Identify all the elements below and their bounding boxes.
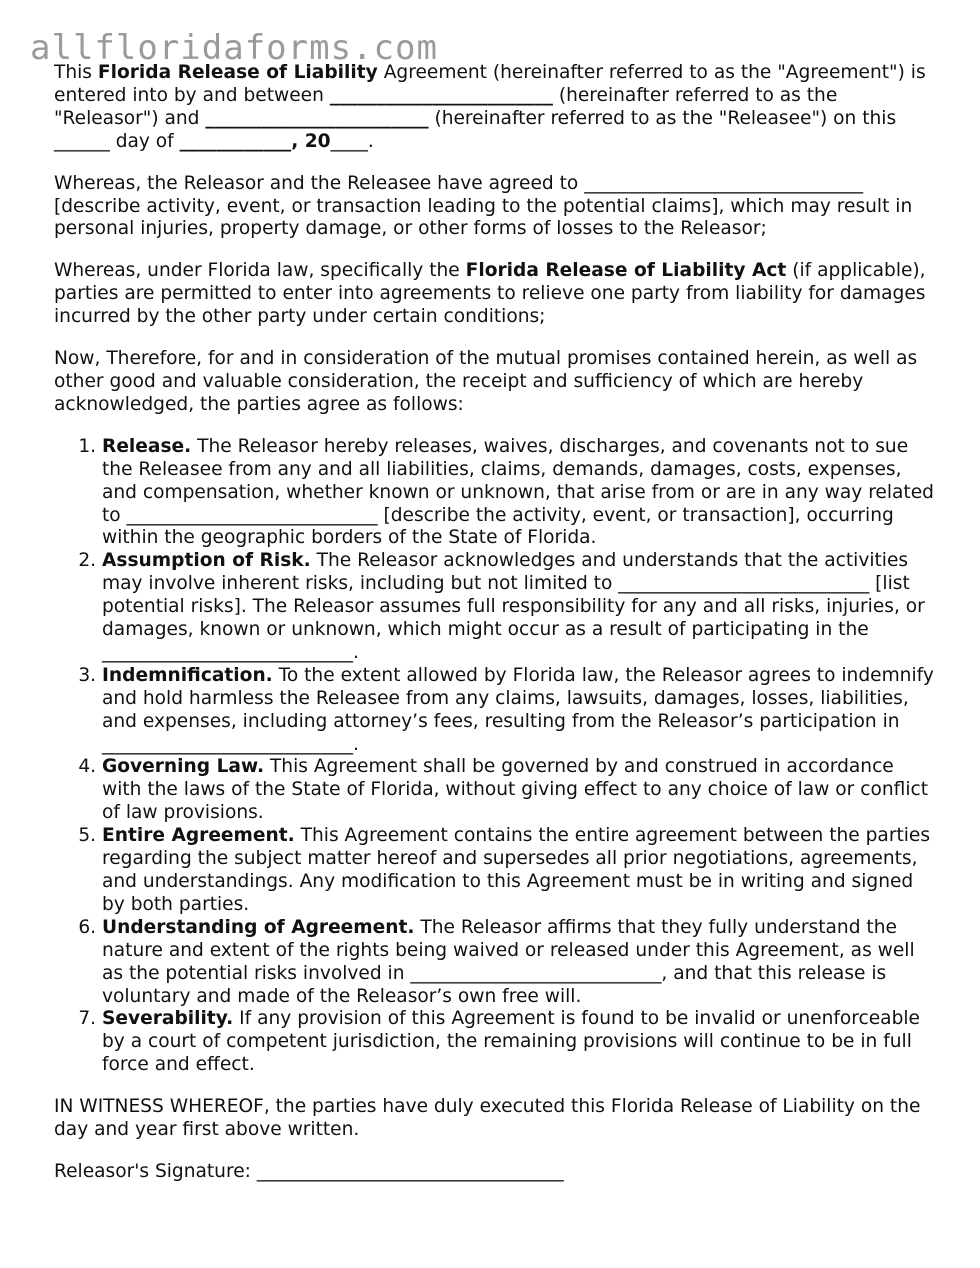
date-blank[interactable]: ____________, 20 xyxy=(179,130,331,152)
clause-title: Understanding of Agreement. xyxy=(102,916,415,938)
intro-text-5: ____. xyxy=(330,130,374,152)
clause-governing-law xyxy=(102,756,934,825)
clause-text: To the extent allowed by Florida law, the Releasor agrees to indemnify and hold harmless the Releasee from any claims, lawsuits, damages, losses, liabilities, and expenses, including attorney’s fees, resulting from the Releasor’s participation in ___________________________. xyxy=(102,664,934,755)
whereas-activity-paragraph: Whereas, the Releasor and the Releasee have agreed to ______________________________ [describe activity, event, or transaction leading to the potential claims], which may result in personal injuries, property damage, or other forms of losses to the Releasor; xyxy=(54,172,913,240)
watermark: allfloridaforms.com xyxy=(30,28,438,68)
act-name-bold: Florida Release of Liability Act xyxy=(465,260,787,282)
witness-paragraph: IN WITNESS WHEREOF, the parties have duly executed this Florida Release of Liability on the day and year first above written. xyxy=(54,1096,921,1141)
clause-text: The Releasor hereby releases, waives, discharges, and covenants not to sue the Releasee from any and all liabilities, claims, demands, damages, costs, expenses, and compensation, whether known or unknown, that arise from or are in any way related to ___________________________ [describe the activity, event, or transaction], occurring within the geographic borders of the State of Florida. xyxy=(102,435,934,549)
clause-title: Indemnification. xyxy=(102,664,273,686)
clause-indemnification xyxy=(102,665,934,757)
whereas-law-paragraph xyxy=(54,260,934,329)
releasee-name-blank[interactable]: ________________________ xyxy=(205,107,429,129)
clause-list xyxy=(54,436,934,1077)
whereas-law-text-1: Whereas, under Florida law, specifically the xyxy=(54,260,466,282)
releasor-signature-line[interactable]: Releasor's Signature: _________________________________ xyxy=(54,1160,564,1182)
clause-understanding xyxy=(102,917,934,1009)
clause-text: This Agreement contains the entire agreement between the parties regarding the subject matter hereof and supersedes all prior negotiations, agreements, and understandings. Any modification to this Agreement must be in writing and signed by both parties. xyxy=(102,825,931,915)
clause-title: Severability. xyxy=(102,1008,234,1030)
intro-text-1: This xyxy=(54,62,98,83)
clause-text: The Releasor acknowledges and understands that the activities may involve inherent risks, including but not limited to ___________________________ [list potential risks]. The Releasor assumes full responsibility for any and all risks, injuries, or damages, known or unknown, which might occur as a result of participating in the ___________________________. xyxy=(102,550,925,663)
now-therefore-paragraph: Now, Therefore, for and in consideration of the mutual promises contained herein, as well as other good and valuable consideration, the receipt and sufficiency of which are hereby acknowledged, the parties agree as follows: xyxy=(54,348,918,415)
clause-text: The Releasor affirms that they fully understand the nature and extent of the rights being waived or released under this Agreement, as well as the potential risks involved in ___________________________, and that this release is voluntary and made of the Releasor’s own free will. xyxy=(102,916,915,1007)
clause-title: Assumption of Risk. xyxy=(102,550,311,572)
intro-text-2: Agreement (hereinafter referred to as the "Agreement") is entered into by and between xyxy=(54,62,926,106)
clause-release xyxy=(102,436,934,551)
clause-severability xyxy=(102,1008,934,1077)
clause-text: This Agreement shall be governed by and construed in accordance with the laws of the State of Florida, without giving effect to any choice of law or conflict of law provisions. xyxy=(102,756,928,824)
clause-title: Governing Law. xyxy=(102,756,265,778)
releasor-name-blank[interactable]: ________________________ xyxy=(329,84,553,106)
intro-text-3: (hereinafter referred to as the "Releasor") and xyxy=(54,84,838,129)
clause-text: If any provision of this Agreement is found to be invalid or unenforceable by a court of competent jurisdiction, the remaining provisions will continue to be in full force and effect. xyxy=(102,1008,920,1076)
clause-entire-agreement xyxy=(102,825,934,917)
clause-title: Release. xyxy=(102,435,192,457)
intro-text-4: (hereinafter referred to as the "Releasee") on this ______ day of xyxy=(54,107,897,152)
document-title-bold: Florida Release of Liability xyxy=(97,62,378,83)
clause-title: Entire Agreement. xyxy=(102,825,295,847)
agreement-document xyxy=(54,62,934,1203)
intro-paragraph xyxy=(54,62,934,154)
whereas-law-text-2: (if applicable), parties are permitted to enter into agreements to relieve one party from liability for damages incurred by the other party under certain conditions; xyxy=(54,260,926,328)
clause-assumption-of-risk xyxy=(102,550,934,665)
